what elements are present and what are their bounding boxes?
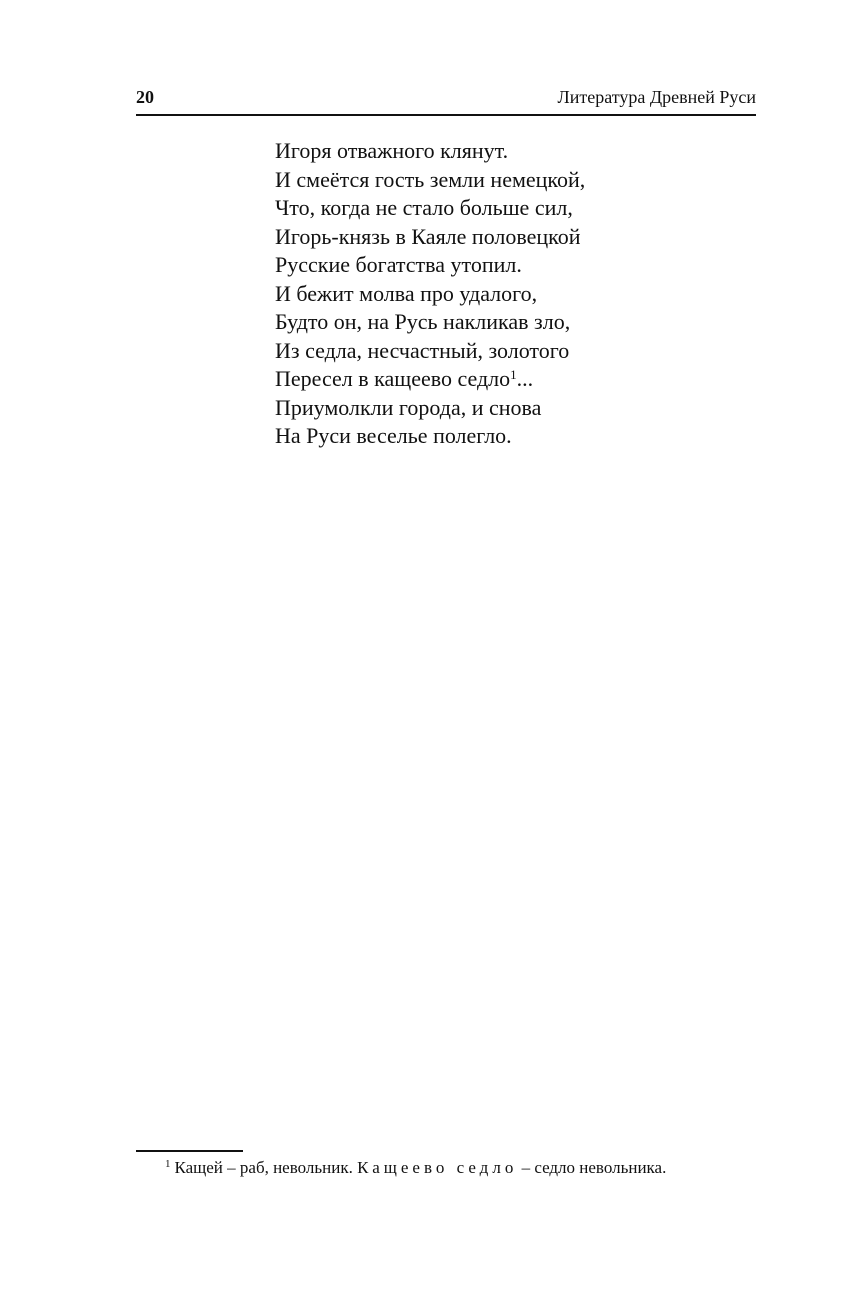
footnote-mark: 1 <box>165 1158 171 1170</box>
running-title: Литература Древней Руси <box>557 87 756 107</box>
footnote-text-start: Кащей – раб, невольник. <box>174 1158 358 1177</box>
poem <box>275 137 585 451</box>
poem-line: Игоря отважного клянут. <box>275 138 509 163</box>
poem-line: И бежит молва про удалого, <box>275 280 538 306</box>
footnote-reference[interactable]: 1 <box>510 367 517 382</box>
poem-line: Приумолкли города, и снова <box>275 394 542 420</box>
poem-line: Из седла, несчастный, золотого <box>275 337 570 363</box>
poem-line-with-footnote <box>275 365 585 394</box>
running-head <box>136 87 756 113</box>
poem-line-text: Пересел в кащеево седло <box>275 366 511 391</box>
poem-line: Что, когда не стало больше сил, <box>275 195 573 220</box>
footnote-term: Кащеево седло <box>357 1158 518 1177</box>
ellipsis: ... <box>516 366 534 391</box>
poem-line: И смеётся гость земли немецкой, <box>275 166 586 192</box>
header-rule <box>136 114 756 116</box>
footnote <box>165 1157 666 1179</box>
poem-line: Будто он, на Русь накликав зло, <box>275 309 571 334</box>
footnote-rule <box>136 1150 243 1152</box>
footnote-text-end: – седло невольника. <box>517 1158 667 1177</box>
poem-line: Игорь-князь в Каяле половецкой <box>275 223 581 249</box>
page-number: 20 <box>136 87 154 107</box>
poem-line: На Руси веселье полегло. <box>275 423 512 448</box>
poem-line: Русские богатства утопил. <box>275 252 522 277</box>
